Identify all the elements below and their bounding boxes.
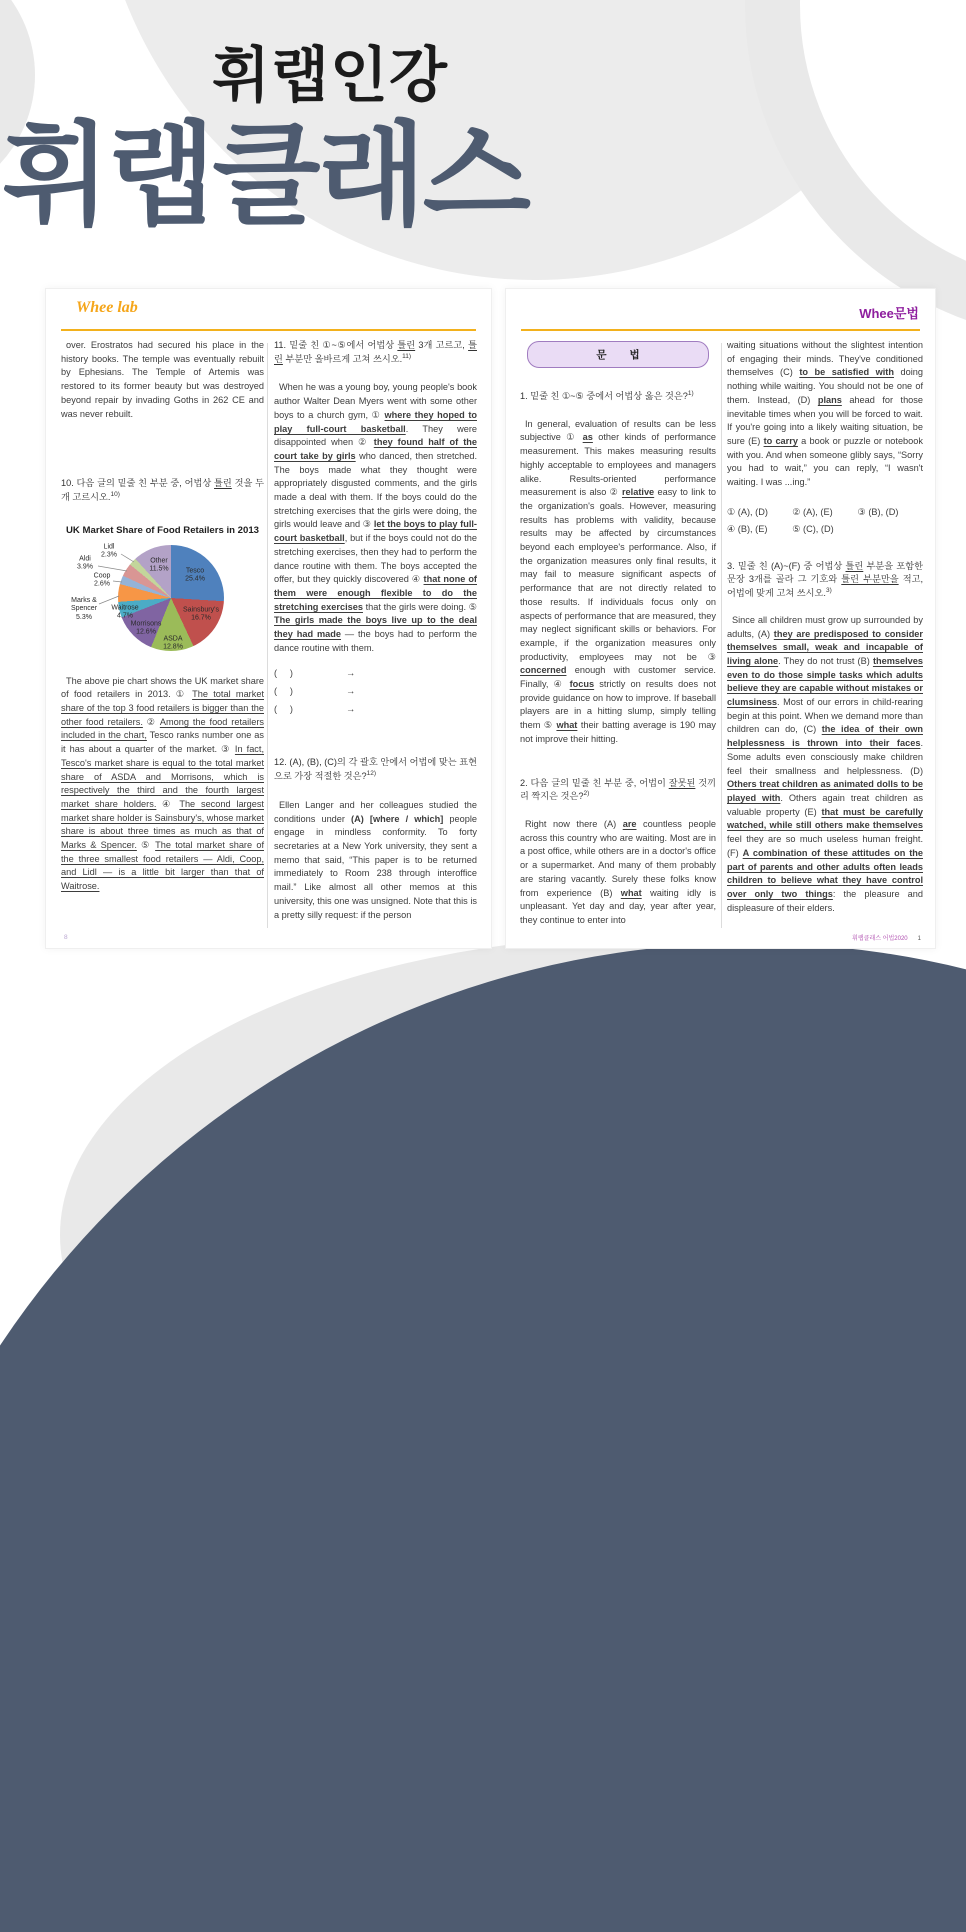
left-page-column-2: [274, 339, 477, 922]
answer-row: [274, 703, 477, 716]
right-page-footer: [852, 933, 921, 942]
answer-paren: ( ): [274, 686, 293, 697]
whee-munbeop-logo: Whee문법: [859, 306, 919, 321]
passage-walter-dean-myers: When he was a young boy, young people's book author Walter Dean Myers went with some other boys to a church gym, ① where they hoped to play full-court basketball. They were disappointed when ② they found half of the court take by girls who danced, then stretched. The boys made what they thought were appropriately disgusted comments, and the girls made a deal with them. If the boys could do the stretching exercises that the girls were doing, the girls would leave and ③ let the boys to play full-court basketball, but if the boys could not do the stretching exercises, then they had to perform the dance routine with them. The boys accepted the offer, but they quickly discovered ④ that none of them were enough flexible to do the stretching exercises that the girls were doing. ⑤ The girls made the boys live up to the deal they had made — the boys had to perform the dance routine with them.: [274, 382, 478, 653]
footer-text: 휘랩클래스 어법2020: [852, 936, 908, 942]
answer-blanks: [274, 667, 477, 716]
pie-labels: [61, 538, 264, 665]
pie-slice-label: Marks & Spencer 5.3%: [70, 596, 98, 621]
question-1: 1. 밑줄 친 ①~⑤ 중에서 어법상 옳은 것은?$^{1)}$: [520, 389, 694, 401]
answer-arrow: →: [346, 704, 356, 715]
option-1: ① (A), (D): [727, 506, 768, 517]
option-4: ④ (B), (E): [727, 523, 768, 534]
question-11: 11. 밑줄 친 ①~⑤에서 어법상 틀린 3개 고르고, 틀린 부분만 올바르게 고쳐 쓰시오.$^{11)}$: [274, 340, 477, 364]
passage-children-adults: Since all children must grow up surrounded by adults, (A) they are predisposed to consider themselves small, weak and incapable of living alone. They do not trust (B) themselves even to do those simple tasks which adults believe they are capable without mistakes or clumsiness. Most of our errors in child-rearing begin at this point. When we demand more than children can do, (C) the idea of their own helplessness is thrown into their faces. Some adults even consciously make children feel their smallness and helplessness. (D) Others treat children as animated dolls to be played with. Others again treat children as valuable property (E) that must be carefully watched, while still others make themselves feel they are so much useless human freight. (F) A combination of these attitudes on the part of parents and other adults often leads children to believe what they have control over only two things: the pleasure and displeasure of their elders.: [727, 614, 923, 913]
passage-temple-of-artemis: over. Erostratos had secured his place in the history books. The temple was eventually rebuilt by Ephesians. The Temple of Artemis was restored to its former beauty but was destroyed beyond repair by invading Goths in 262 CE and was never rebuilt.: [61, 340, 264, 419]
right-page: [505, 288, 936, 949]
question-2-options: [727, 504, 923, 538]
option-3: ③ (B), (D): [857, 506, 899, 517]
pie-slice-label: Waitrose 4.7%: [111, 604, 139, 620]
left-page-number: 8: [64, 934, 68, 941]
pie-slice-label: Aldi 3.9%: [77, 555, 93, 571]
question-3: 3. 밑줄 친 (A)~(F) 중 어법상 틀린 부분을 포함한 문장 3개를 골라 그 기호와 틀린 부분만을 적고, 어법에 맞게 고쳐 쓰시오.$^{3)}$: [727, 560, 924, 599]
pie-slice-label: Tesco 25.4%: [185, 567, 205, 583]
pie-slice-label: Sainsbury's 16.7%: [183, 606, 219, 622]
left-column-divider: [267, 343, 268, 928]
brand-title-small: 휘랩인강: [212, 42, 448, 109]
right-header-rule: [521, 329, 920, 331]
right-column-divider: [721, 343, 722, 928]
brand-title-large: 휘랩클래스: [2, 113, 528, 238]
answer-row: [274, 685, 477, 698]
option-2: ② (A), (E): [792, 506, 833, 517]
passage-pie-chart-options: The above pie chart shows the UK market share of food retailers in 2013. ① The total market share of the top 3 food retailers is bigger than the other food retailers. ② Among the food retailers included in the chart, Tesco ranks number one as it has about a quarter of the market. ③ In fact, Tesco's market share is equal to the total market share of ASDA and Morrisons, which is respectively the third and the fourth largest market share holders. ④ The second largest market share holder is Sainsbury's, whose market share is about three times as much as that of Marks & Spencer. ⑤ The total market share of the three smallest food retailers — Aldi, Coop, and Lidl — is a little bit larger than that of Waitrose.: [61, 675, 264, 892]
passage-waiting-part2: waiting situations without the slightest intention of engaging their minds. They've conditioned themselves (C) to be satisfied with doing nothing while waiting. You should not be one of them. Instead, (D) plans ahead for those inevitable times when you will be forced to wait. If you're going into a likely waiting situation, be sure (E) to carry a book or puzzle or notebook with you. And when someone glibly says, “Sorry you had to wait,” you can reply, “I wasn't waiting. I was ...ing.”: [727, 340, 924, 488]
right-page-column-2: [727, 339, 923, 915]
option-5: ⑤ (C), (D): [792, 523, 834, 534]
passage-results-measurement: In general, evaluation of results can be less subjective ① as other kinds of performance measurement. This makes measuring results highly acceptable to employees and managers alike. Results-oriented performance measurement is also ② relative easy to link to the organization's goals. However, measuring results has problems with validity, because results may be affected by circumstances beyond each employee's performance. Also, if the organization measures only final results, it may fail to measure significant aspects of performance that are not directly related to those results. If individuals focus only on aspects of performance that are measured, they may neglect significant skills or behaviors. For example, if the organization measures only productivity, employees may not be ③ concerned enough with customer service. Finally, ④ focus strictly on results does not provide guidance on how to improve. If baseball players are in a hitting slump, simply telling them ⑤ what their batting average is 190 may not improve their hitting.: [520, 418, 717, 744]
answer-paren: ( ): [274, 704, 293, 715]
left-header-rule: [61, 329, 476, 331]
question-2: 2. 다음 글의 밑줄 친 부분 중, 어법이 잘못된 것끼리 짝지은 것은?$^{2)}$: [520, 777, 716, 802]
pie-slice-label: ASDA 12.8%: [163, 635, 183, 651]
answer-arrow: →: [346, 686, 356, 697]
whee-lab-logo: Whee lab: [76, 299, 138, 316]
left-page: [45, 288, 492, 949]
answer-arrow: →: [346, 668, 356, 679]
right-page-number: 1: [917, 936, 921, 942]
left-page-column-1: [61, 339, 264, 894]
passage-ellen-langer: Ellen Langer and her colleagues studied the conditions under (A) [where / which] people engage in mindless conformity. To forty secretaries at a New York university, they sent a memo that said, “This paper is to be returned immediately to Room 238 through interoffice mail.” Like almost all other memos at this university, this one was unsigned. Note that this is a pretty silly request: if the person: [274, 799, 477, 920]
question-10: 10. 다음 글의 밑줄 친 부분 중, 어법상 틀린 것을 두 개 고르시오.$^{10)}$: [61, 478, 265, 502]
answer-row: [274, 667, 477, 680]
pie-slice-label: Morrisons 12.6%: [130, 620, 162, 636]
passage-waiting-part1: Right now there (A) are countless people across this country who are waiting. Most are in a post office, while others are in a doctor's office or a supermarket. And many of them probably are staring vacantly. Surely these folks know from experience (B) what waiting idly is unpleasant. Yet day and day, year after year, they continue to enter into: [520, 818, 717, 925]
pie-slice-label: Lidl 2.3%: [101, 543, 117, 559]
pie-chart-title: UK Market Share of Food Retailers in 2013: [66, 524, 259, 536]
pie-slice-label: Other 11.5%: [149, 557, 169, 573]
answer-paren: ( ): [274, 668, 293, 679]
pie-slice-label: Coop 2.6%: [93, 572, 111, 588]
question-12: 12. (A), (B), (C)의 각 괄호 안에서 어법에 맞는 표현으로 가장 적절한 것은?$^{12)}$: [274, 757, 477, 782]
right-page-column-1: [520, 339, 716, 928]
section-title-grammar: 문 법: [527, 341, 709, 368]
pie-chart-block: [61, 538, 264, 665]
